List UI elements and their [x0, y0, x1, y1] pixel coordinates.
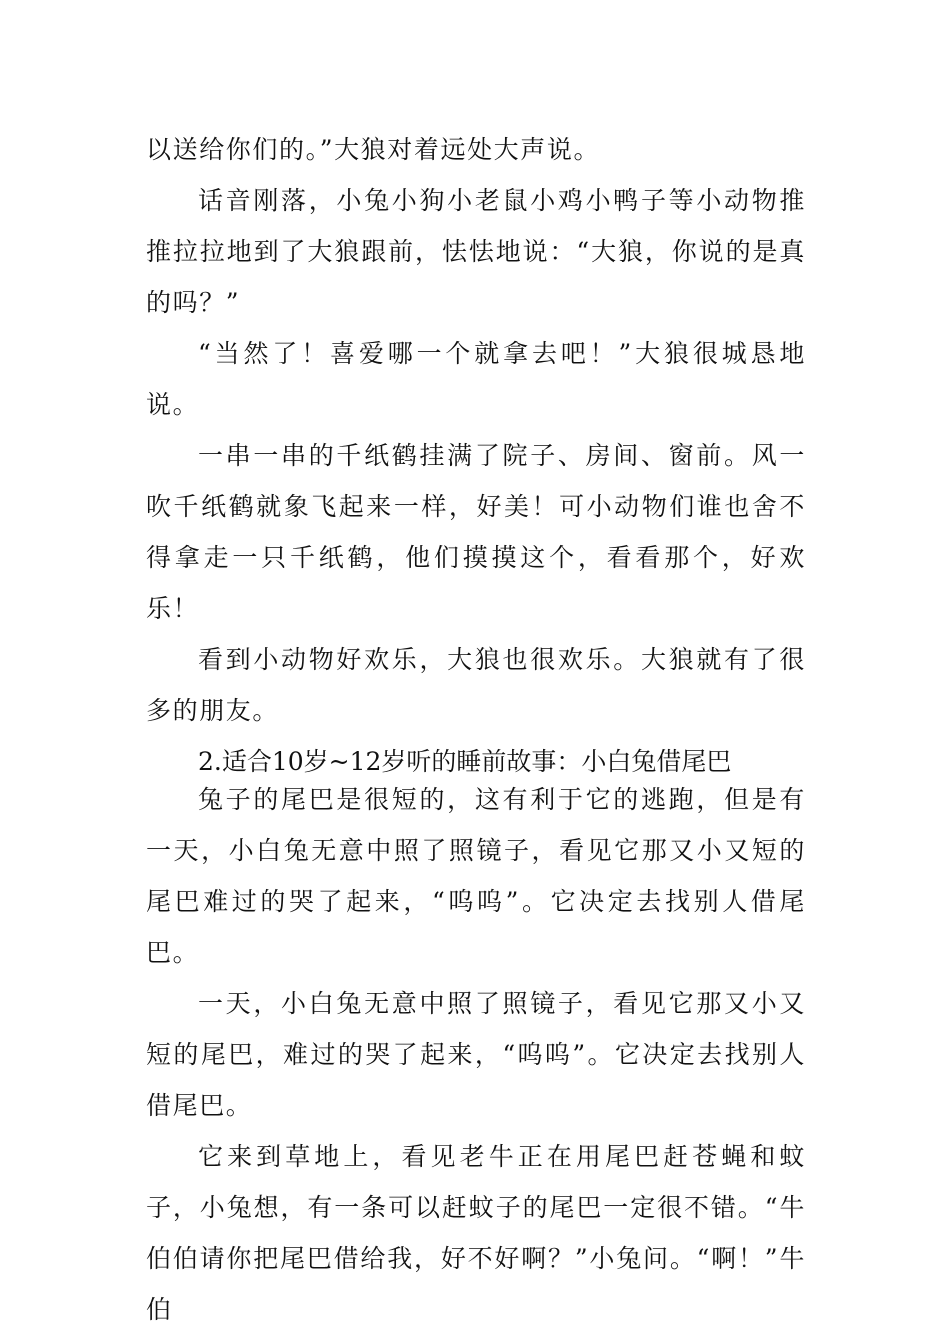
section-heading: 2.适合10岁~12岁听的睡前故事：小白兔借尾巴 [198, 747, 732, 776]
story-one-text [146, 124, 806, 787]
paragraph: 它来到草地上，看见老牛正在用尾巴赶苍蝇和蚊子，小兔想，有一条可以赶蚊子的尾巴一定很不错。“牛伯伯请你把尾巴借给我，好不好啊？”小兔问。“啊！”牛伯 [146, 1142, 806, 1324]
paragraph: 一串一串的千纸鹤挂满了院子、房间、窗前。风一吹千纸鹤就象飞起来一样，好美！可小动物们谁也舍不得拿走一只千纸鹤，他们摸摸这个，看看那个，好欢乐！ [146, 441, 806, 623]
story-two-text [146, 774, 806, 1335]
paragraph: “当然了！喜爱哪一个就拿去吧！”大狼很城恳地说。 [146, 339, 806, 419]
paragraph: 一天，小白兔无意中照了照镜子，看见它那又小又短的尾巴，难过的哭了起来，“呜呜”。它决定去找别人借尾巴。 [146, 989, 806, 1120]
paragraph-continuation: 以送给你们的。”大狼对着远处大声说。 [146, 135, 601, 164]
paragraph: 兔子的尾巴是很短的，这有利于它的逃跑，但是有一天，小白兔无意中照了照镜子，看见它那又小又短的尾巴难过的哭了起来，“呜呜”。它决定去找别人借尾巴。 [146, 785, 806, 967]
paragraph: 话音刚落，小兔小狗小老鼠小鸡小鸭子等小动物推推拉拉地到了大狼跟前，怯怯地说：“大狼，你说的是真的吗？” [146, 186, 806, 317]
paragraph: 看到小动物好欢乐，大狼也很欢乐。大狼就有了很多的朋友。 [146, 645, 806, 725]
